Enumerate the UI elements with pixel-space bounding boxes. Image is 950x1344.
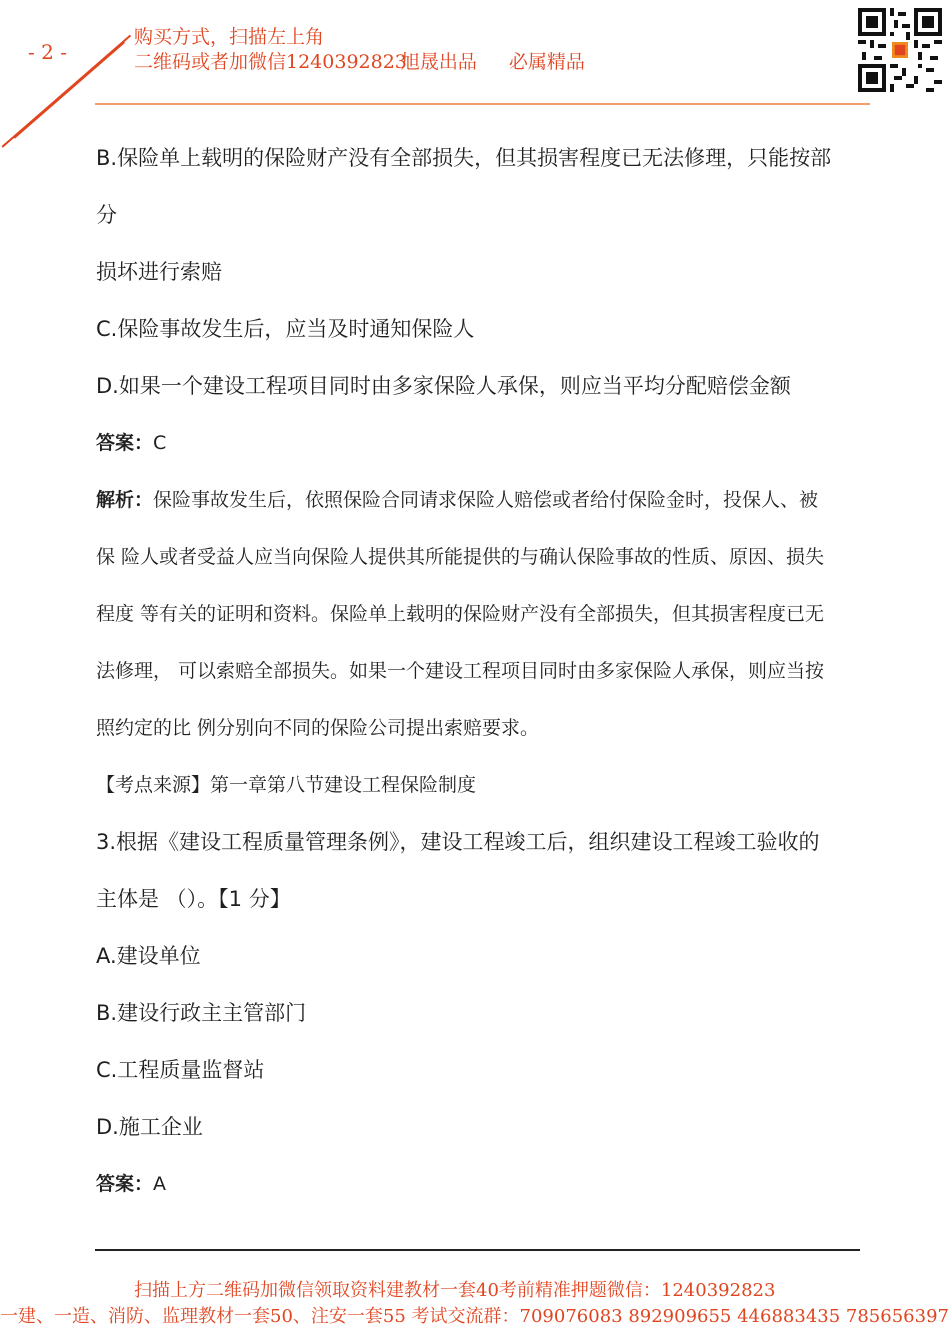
footer-line-2: 一建、一造、消防、监理教材一套50、注安一套55 考试交流群：709076083 892909655 446883435 785656397 bbox=[0, 1306, 949, 1327]
analysis-line-4: 法修理， 可以索赔全部损失。如果一个建设工程项目同时由多家保险人承保，则应当按 bbox=[96, 660, 825, 682]
option-c: C.保险事故发生后，应当及时通知保险人 bbox=[96, 317, 475, 341]
analysis-line-1 bbox=[96, 485, 818, 512]
analysis-line-5: 照约定的比 例分别向不同的保险公司提出索赔要求。 bbox=[96, 717, 540, 739]
q3-option-b: B.建设行政主主管部门 bbox=[96, 1001, 307, 1025]
question-3-line-1: 3.根据《建设工程质量管理条例》，建设工程竣工后，组织建设工程竣工验收的 bbox=[96, 830, 820, 854]
question-3-line-2: 主体是 （）。【1 分】 bbox=[96, 887, 291, 911]
q3-answer-value: A bbox=[153, 1173, 167, 1195]
header-brand: 旭晟出品 bbox=[400, 51, 477, 73]
header-rule bbox=[95, 103, 870, 105]
q3-option-c: C.工程质量监督站 bbox=[96, 1058, 265, 1082]
option-b-line-1: B.保险单上载明的保险财产没有全部损失，但其损害程度已无法修理，只能按部 bbox=[96, 146, 832, 170]
analysis-line-3: 程度 等有关的证明和资料。保险单上载明的保险财产没有全部损失，但其损害程度已无 bbox=[96, 603, 825, 625]
answer-label: 答案： bbox=[96, 432, 154, 454]
page-number: - 2 - bbox=[28, 40, 67, 64]
analysis-label: 解析： bbox=[96, 489, 154, 511]
answer bbox=[96, 428, 166, 455]
analysis-line-2: 保 险人或者受益人应当向保险人提供其所能提供的与确认保险事故的性质、原因、损失 bbox=[96, 546, 825, 568]
header-contact-line bbox=[134, 47, 585, 74]
footer-line-1: 扫描上方二维码加微信领取资料建教材一套40考前精准押题微信：1240392823 bbox=[134, 1280, 776, 1301]
q3-option-d: D.施工企业 bbox=[96, 1115, 203, 1139]
answer-value: C bbox=[153, 432, 167, 454]
source-note: 【考点来源】第一章第八节建设工程保险制度 bbox=[96, 774, 477, 796]
option-b-line-3: 损坏进行索赔 bbox=[96, 260, 222, 284]
q3-answer-label: 答案： bbox=[96, 1173, 154, 1195]
q3-answer bbox=[96, 1169, 166, 1196]
footer-rule bbox=[95, 1249, 860, 1251]
option-d: D.如果一个建设工程项目同时由多家保险人承保，则应当平均分配赔偿金额 bbox=[96, 374, 791, 398]
header-purchase-line: 购买方式，扫描左上角 bbox=[134, 26, 325, 48]
option-b-line-2: 分 bbox=[96, 203, 117, 227]
header-contact: 二维码或者加微信1240392823 bbox=[134, 51, 407, 73]
q3-option-a: A.建设单位 bbox=[96, 944, 201, 968]
qr-code-icon bbox=[858, 8, 942, 92]
header-slogan: 必属精品 bbox=[508, 51, 585, 73]
analysis-text-1: 保险事故发生后，依照保险合同请求保险人赔偿或者给付保险金时，投保人、被 bbox=[153, 489, 819, 511]
